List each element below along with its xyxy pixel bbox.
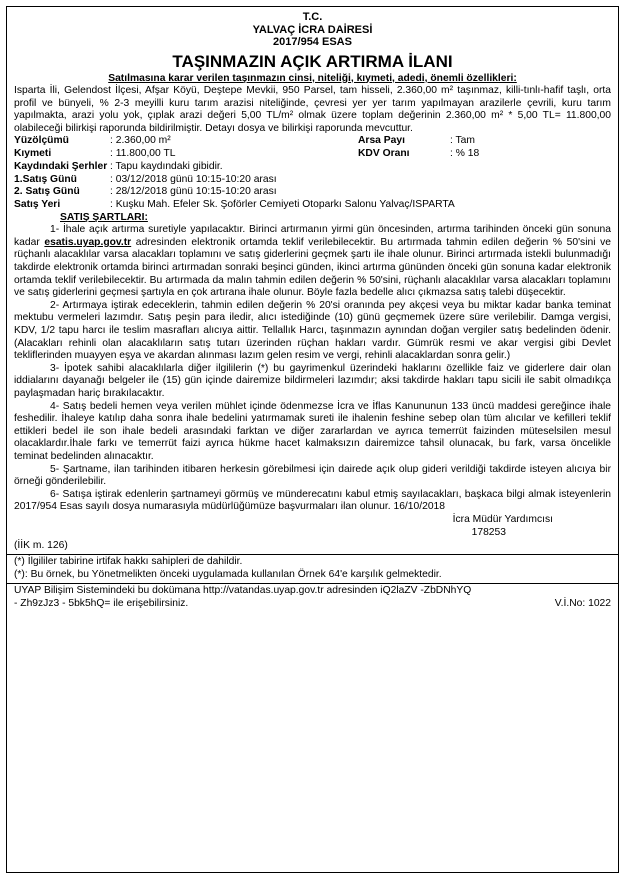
area-label: Yüzölçümü: [14, 135, 69, 147]
vi-number: V.İ.No: 1022: [554, 598, 611, 610]
annotations-value: : Tapu kaydındaki gibidir.: [110, 160, 223, 172]
condition-1: [14, 224, 611, 300]
signature-number: 178253: [471, 526, 506, 538]
property-subtitle: Satılmasına karar verilen taşınmazın cinsi, niteliği, kıymeti, adedi, önemli özellikleri:: [108, 72, 517, 84]
property-description: Isparta İli, Gelendost İlçesi, Afşar Köyü, Deştepe Mevkii, 950 Parsel, tam hisseli, 2.360,00 m² taşınmaz, killi-tınlı-hafif taşlı, orta profil ve bünyeli, % 2-3 meyilli kuru tarım arazisi niteliğinde, çevresi yer yer tarım yapılmayan arazilerle çevrili, kuru tarım yapılmakta, arazi yolu yok, çıplak arazi değeri 5,00 TL/m² olmak üzere toplam değerinin 2.360,00 m² * 5,00 TL= 11.800,00 olabileceği bilirkişi raporunda bildirilmiştir. Detayı dosya ve bilirkişi raporunda mevcuttur.: [14, 85, 611, 134]
second-sale-label: 2. Satış Günü: [14, 186, 80, 198]
land-share-value: : Tam: [450, 135, 475, 147]
condition-1-text-a: 1- İhale açık artırma suretiyle yapılacaktır. Birinci artırmanın yirmi gün öncesinden, artırma tarihinden önceki gün sonuna kadar: [14, 224, 611, 248]
header-tc: T.C.: [302, 11, 323, 23]
value-label: Kıymeti: [14, 148, 52, 160]
signature-title: İcra Müdür Yardımcısı: [452, 513, 553, 525]
condition-1-text-b: adresinden elektronik ortamda teklif verilebilecektir. Bu artırmada tahmin edilen değerin % 50'sini ve rüçhanlı alacaklılar varsa alacakları toplamını ve satış giderlerini geçmek şartı ile ihale olunur. Birinci artırmada istekli bulunmadığı takdirde elektronik ortamda birinci artırmadan sonraki beşinci günden, ikinci artırma gününden önceki gün sonuna kadar elektronik ortamda teklif verilebilecektir. Bu artırmada da malın tahmin edilen değerin % 50'sini, rüçhanlı alacaklılar varsa alacakları toplamını ve satış giderlerini geçmesi şartıyla en çok artırana ihale olunur. Böyle fazla bedelle alıcı çıkmazsa satış talebi düşecektir.: [14, 236, 611, 299]
annotations-label: Kaydındaki Şerhler: [14, 160, 108, 172]
sale-place-label: Satış Yeri: [14, 198, 61, 210]
header-case-number: 2017/954 ESAS: [273, 36, 352, 48]
first-sale-value: : 03/12/2018 günü 10:15-10:20 arası: [110, 173, 277, 185]
vat-value: : % 18: [450, 148, 480, 160]
announcement-page: [6, 6, 619, 873]
sale-place-value: : Kuşku Mah. Efeler Sk. Şoförler Cemiyeti Otoparkı Salonu Yalvaç/ISPARTA: [110, 198, 455, 210]
condition-2: 2- Artırmaya iştirak edeceklerin, tahmin edilen değerin % 20'si oranında pey akçesi veya bu miktar kadar banka teminat mektubu vermeleri lazımdır. Satış peşin para iledir, alıcı istediğinde (10) günü geçmemek üzere süre verilebilir. Damga vergisi, KDV, 1/2 tapu harcı ile teslim masrafları alıcıya aittir. Tellallık Harcı, taşınmazın aynından doğan vergiler satış bedelinden ödenir. (Alacakları rehinli olan alacaklıların satış tutarı üzerinden rüçhan hakları vardır. Gümrük resmi ve akar vergisi gibi Devlet tekliflerinden muayyen eşya ve akardan alınması lazım gelen resim ve vergi, rehinli alacaklardan sonra gelir.): [14, 299, 611, 362]
esatis-link[interactable]: esatis.uyap.gov.tr: [44, 236, 132, 248]
vat-label: KDV Oranı: [358, 148, 410, 160]
note-2: (*): Bu örnek, bu Yönetmelikten önceki uygulamada kullanılan Örnek 64'e karşılık gelmektedir.: [14, 569, 442, 581]
property-info-table: [14, 135, 611, 211]
header-office: YALVAÇ İCRA DAİRESİ: [252, 23, 373, 36]
footer-line-2-row: [14, 597, 611, 610]
first-sale-label: 1.Satış Günü: [14, 173, 77, 185]
page-title: TAŞINMAZIN AÇIK ARTIRMA İLANI: [172, 51, 453, 71]
condition-5: 5- Şartname, ilan tarihinden itibaren herkesin görebilmesi için dairede açık olup gideri verildiği takdirde isteyen alıcıya bir örneği gönderilebilir.: [14, 463, 611, 488]
condition-4: 4- Satış bedeli hemen veya verilen mühlet içinde ödenmezse İcra ve İflas Kanununun 133 üncü maddesi gereğince ihale feshedilir. İhaleye katılıp daha sonra ihale bedelini yatırmamak sureti ile ihalenin feshine sebep olan tüm alıcılar ve kefilleri teklif ettikleri bedel ile son ihale bedeli arasındaki farktan ve diğer zararlardan ve ayrıca temerrüt faizinden müteselsilen mesul olacaklardır.İhale farkı ve temerrüt faizi ayrıca hükme hacet kalmaksızın dairemizce tahsil olunacak, bu fark, varsa öncelikle teminat bedelinden alınacaktır.: [14, 400, 611, 462]
conditions-title: SATIŞ ŞARTLARI:: [60, 211, 148, 223]
second-sale-value: : 28/12/2018 günü 10:15-10:20 arası: [110, 186, 277, 198]
footer-line-2: - Zh9zJz3 - 5bk5hQ= ile erişebilirsiniz.: [14, 598, 189, 610]
footer-line-1: UYAP Bilişim Sistemindeki bu dokümana http://vatandas.uyap.gov.tr adresinden iQ2laZV -ZbDNhYQ: [14, 585, 472, 597]
land-share-label: Arsa Payı: [358, 135, 405, 147]
law-reference: (İİK m. 126): [14, 540, 68, 552]
condition-3: 3- İpotek sahibi alacaklılarla diğer ilgililerin (*) bu gayrimenkul üzerindeki haklarını özellikle faiz ve giderlere dair olan iddialarını dayanağı belgeler ile (15) gün içinde dairemize bildirmeleri lazımdır; aksi takdirde hakları tapu sicili ile sabit olmadıkça paylaşmadan hariç bırakılacaktır.: [14, 362, 611, 399]
condition-6: 6- Satışa iştirak edenlerin şartnameyi görmüş ve münderecatını kabul etmiş sayılacakları, başkaca bilgi almak isteyenlerin 2017/954 Esas sayılı dosya numarasıyla müdürlüğümüze başvurmaları ilan olunur. 16/10/2018: [14, 488, 611, 513]
note-1: (*) İlgililer tabirine irtifak hakkı sahipleri de dahildir.: [14, 556, 243, 568]
area-value: : 2.360,00 m²: [110, 135, 171, 147]
value-amount: : 11.800,00 TL: [110, 148, 176, 160]
